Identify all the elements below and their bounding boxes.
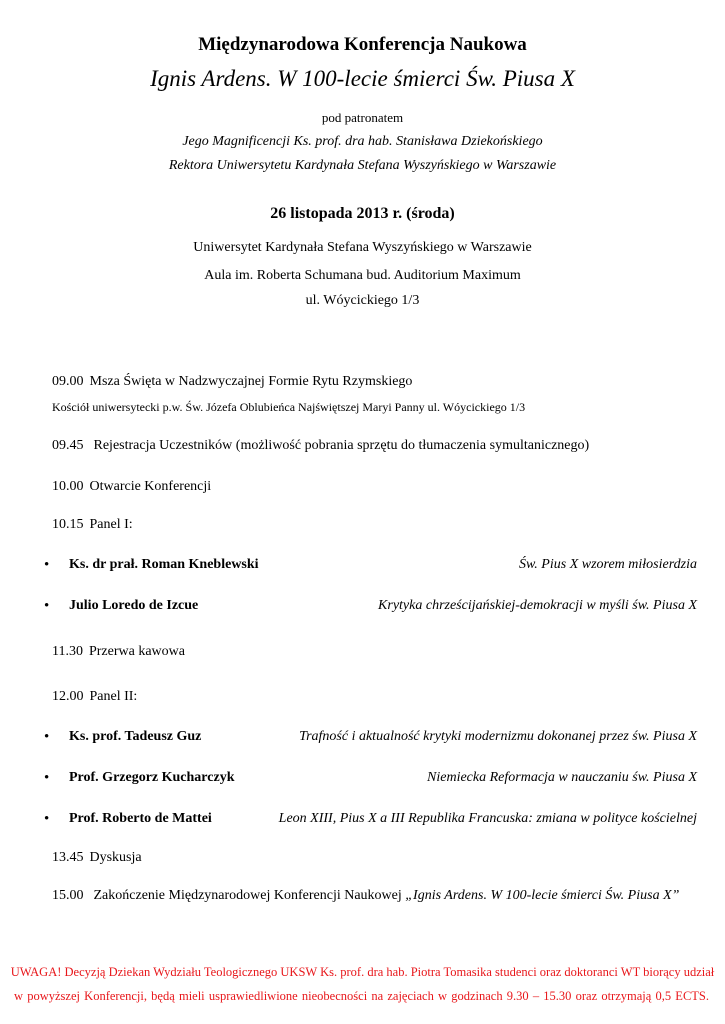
talk-item	[0, 770, 725, 790]
patron-line-1: Jego Magnificencji Ks. prof. dra hab. Stanisława Dziekońskiego	[182, 134, 543, 149]
talk-speaker: Ks. prof. Tadeusz Guz	[69, 729, 202, 744]
conference-date: 26 listopada 2013 r. (środa)	[270, 205, 455, 222]
talk-item	[0, 729, 725, 749]
bullet-icon: •	[44, 811, 50, 827]
program-time: 09.45	[52, 438, 84, 453]
talk-speaker: Julio Loredo de Izcue	[69, 598, 199, 613]
talk-topic: Niemiecka Reformacja w nauczaniu św. Piusa X	[427, 770, 697, 785]
program-item-mass	[52, 374, 412, 390]
program-label: Msza Święta w Nadzwyczajnej Formie Rytu Rzymskiego	[89, 374, 413, 389]
notice-line-1: UWAGA! Decyzją Dziekan Wydziału Teologicznego UKSW Ks. prof. dra hab. Piotra Tomasika studenci oraz doktoranci WT biorący udział	[10, 965, 715, 979]
talk-topic: Leon XIII, Pius X a III Republika Francuska: zmiana w polityce kościelnej	[278, 811, 697, 826]
talk-item	[0, 557, 725, 577]
program-label: Dyskusja	[89, 850, 142, 865]
venue-address: ul. Wóycickiego 1/3	[305, 293, 420, 308]
program-label: Rejestracja Uczestników (możliwość pobrania sprzętu do tłumaczenia symultanicznego)	[93, 438, 590, 453]
talk-topic: Krytyka chrześcijańskiej-demokracji w myśli św. Piusa X	[378, 598, 697, 613]
closing-conference-title: „Ignis Ardens. W 100-lecie śmierci Św. Piusa X”	[405, 888, 680, 903]
program-item-discussion	[52, 850, 142, 866]
talk-topic: Św. Pius X wzorem miłosierdzia	[519, 557, 697, 572]
patronage-label: pod patronatem	[321, 110, 404, 125]
program-item-coffee-break	[52, 644, 185, 660]
talk-speaker: Prof. Grzegorz Kucharczyk	[69, 770, 235, 785]
program-label: Panel I:	[89, 517, 133, 532]
program-time: 12.00	[52, 689, 84, 704]
program-item-closing	[52, 888, 679, 904]
talk-item	[0, 811, 725, 831]
bullet-icon: •	[44, 598, 50, 614]
patron-line-2: Rektora Uniwersytetu Kardynała Stefana Wyszyńskiego w Warszawie	[168, 158, 557, 173]
program-time: 09.00	[52, 374, 84, 389]
program-item-opening	[52, 479, 211, 495]
talk-speaker: Ks. dr prał. Roman Kneblewski	[69, 557, 259, 572]
program-label: Panel II:	[89, 689, 138, 704]
talk-item	[0, 598, 725, 618]
bullet-icon: •	[44, 557, 50, 573]
notice-line-2: w powyższej Konferencji, będą mieli usprawiedliwione nieobecności na zajęciach w godzinach 9.30 – 15.30 oraz otrzymają 0,5 ECTS.	[14, 989, 709, 1003]
venue-line-2: Aula im. Roberta Schumana bud. Auditorium Maximum	[204, 268, 521, 283]
conference-subtitle: Ignis Ardens. W 100-lecie śmierci Św. Piusa X	[150, 66, 575, 91]
talk-topic: Trafność i aktualność krytyki modernizmu dokonanej przez św. Piusa X	[299, 729, 697, 744]
program-time: 13.45	[52, 850, 84, 865]
program-time: 10.00	[52, 479, 84, 494]
program-time: 11.30	[52, 644, 83, 659]
program-item-panel-1	[52, 517, 133, 533]
talk-speaker: Prof. Roberto de Mattei	[69, 811, 212, 826]
program-label: Otwarcie Konferencji	[89, 479, 212, 494]
mass-location: Kościół uniwersytecki p.w. Św. Józefa Oblubieńca Najświętszej Maryi Panny ul. Wóycickiego 1/3	[52, 400, 526, 414]
bullet-icon: •	[44, 729, 50, 745]
program-item-registration	[52, 438, 589, 454]
program-time: 10.15	[52, 517, 84, 532]
program-item-panel-2	[52, 689, 137, 705]
program-time: 15.00	[52, 888, 84, 903]
venue-line-1: Uniwersytet Kardynała Stefana Wyszyńskiego w Warszawie	[193, 240, 532, 255]
program-label: Zakończenie Międzynarodowej Konferencji Naukowej	[93, 888, 402, 903]
conference-title: Międzynarodowa Konferencja Naukowa	[198, 34, 527, 55]
bullet-icon: •	[44, 770, 50, 786]
program-label: Przerwa kawowa	[88, 644, 185, 659]
